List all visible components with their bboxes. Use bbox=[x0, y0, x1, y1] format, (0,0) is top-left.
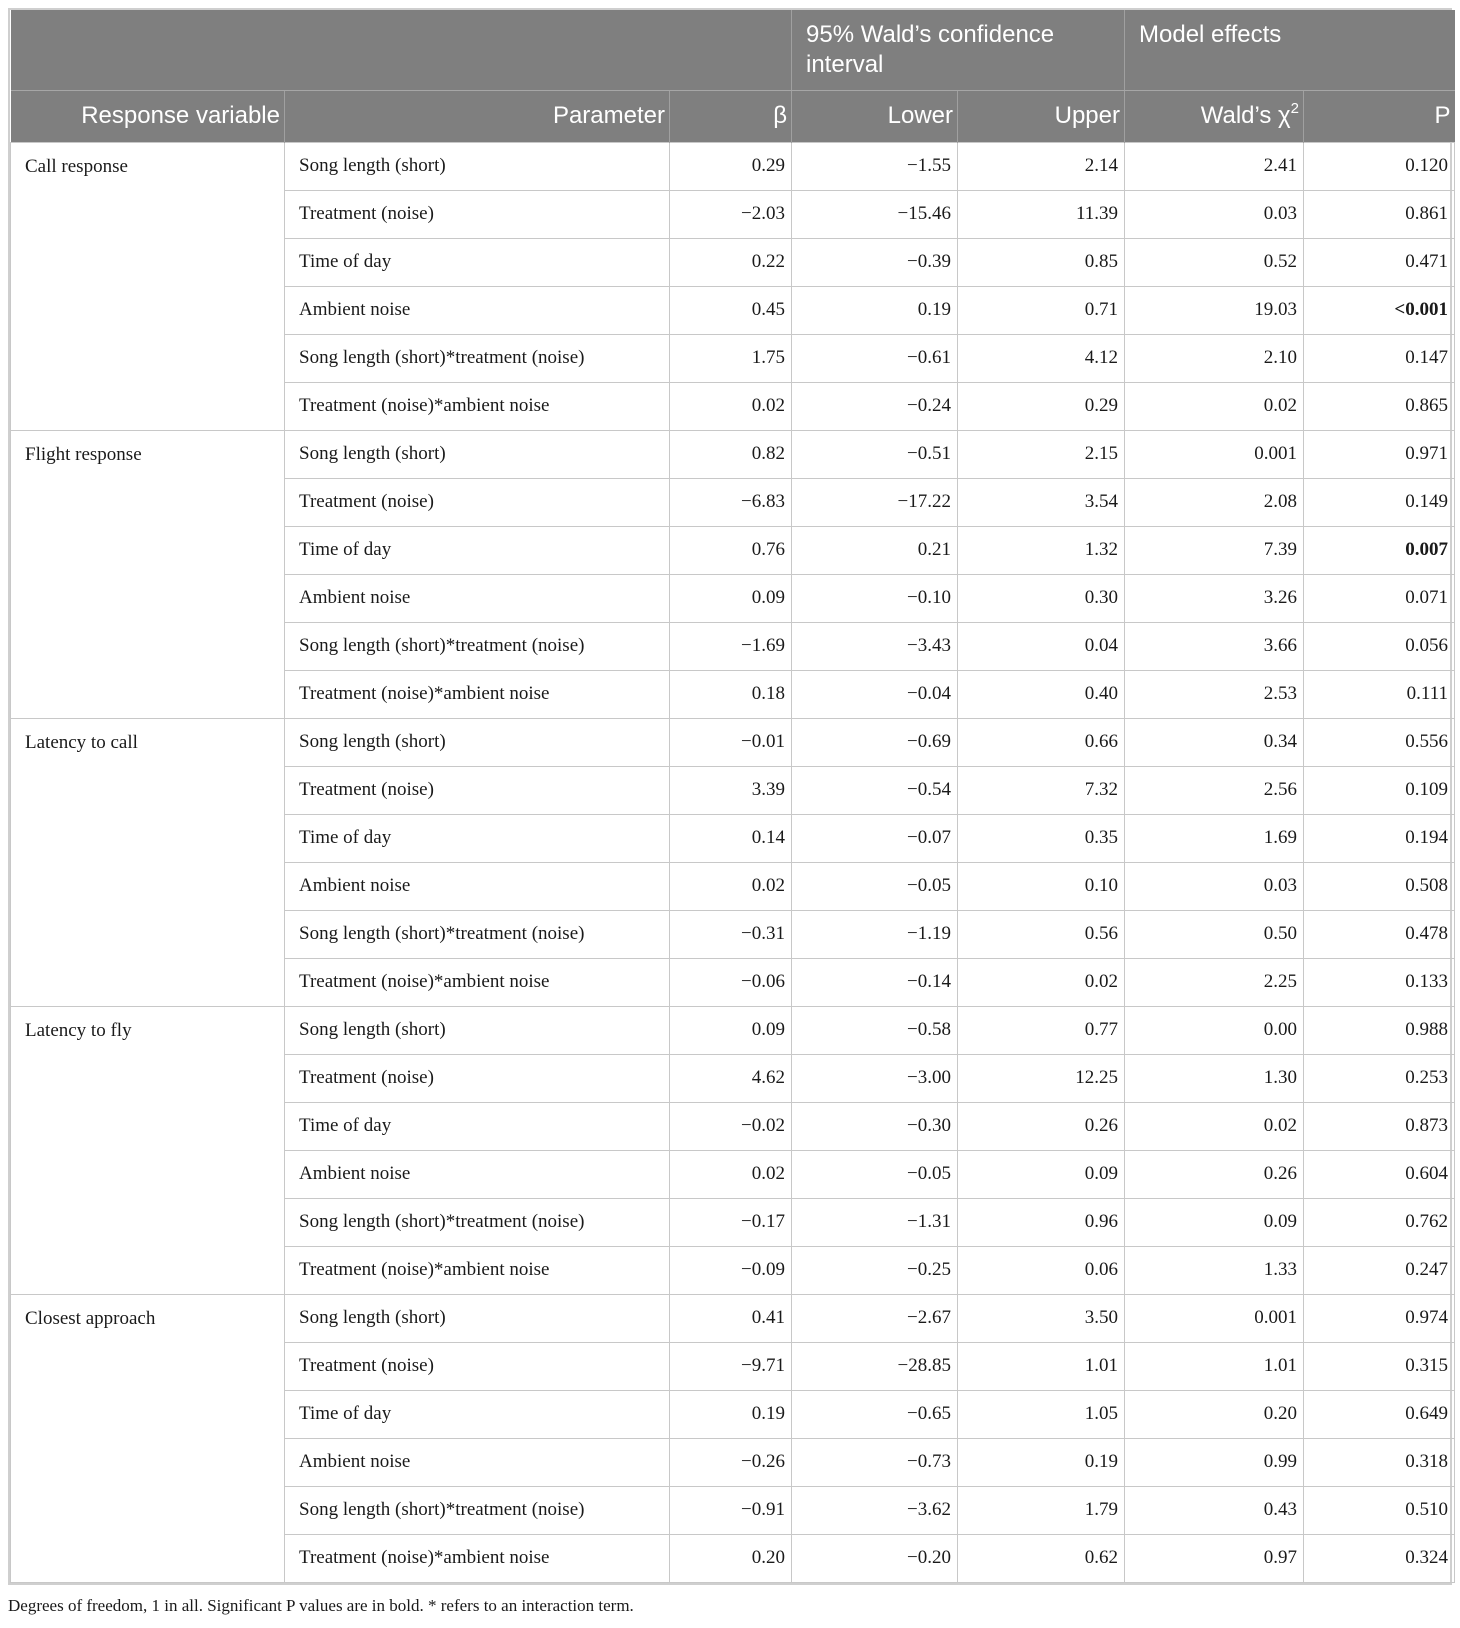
cell-parameter: Ambient noise bbox=[285, 574, 670, 622]
table-row bbox=[11, 718, 1455, 766]
cell-beta: −0.01 bbox=[670, 718, 792, 766]
cell-lower: −28.85 bbox=[792, 1342, 958, 1390]
cell-parameter: Time of day bbox=[285, 1390, 670, 1438]
cell-p-value: 0.865 bbox=[1304, 382, 1455, 430]
table-row bbox=[11, 1006, 1455, 1054]
cell-lower: −15.46 bbox=[792, 190, 958, 238]
cell-upper: 0.06 bbox=[958, 1246, 1125, 1294]
cell-p-value: 0.056 bbox=[1304, 622, 1455, 670]
cell-wald-chi2: 1.01 bbox=[1125, 1342, 1304, 1390]
cell-beta: −0.26 bbox=[670, 1438, 792, 1486]
cell-wald-chi2: 2.56 bbox=[1125, 766, 1304, 814]
cell-beta: 0.45 bbox=[670, 286, 792, 334]
col-lower: Lower bbox=[792, 90, 958, 142]
cell-beta: −0.09 bbox=[670, 1246, 792, 1294]
cell-lower: −0.61 bbox=[792, 334, 958, 382]
cell-lower: −0.39 bbox=[792, 238, 958, 286]
cell-beta: 0.19 bbox=[670, 1390, 792, 1438]
cell-beta: 0.14 bbox=[670, 814, 792, 862]
cell-wald-chi2: 0.50 bbox=[1125, 910, 1304, 958]
cell-p-value: 0.315 bbox=[1304, 1342, 1455, 1390]
cell-wald-chi2: 3.66 bbox=[1125, 622, 1304, 670]
cell-parameter: Song length (short) bbox=[285, 718, 670, 766]
cell-upper: 11.39 bbox=[958, 190, 1125, 238]
cell-lower: 0.21 bbox=[792, 526, 958, 574]
cell-wald-chi2: 0.09 bbox=[1125, 1198, 1304, 1246]
cell-response-variable: Latency to fly bbox=[11, 1006, 285, 1294]
cell-lower: −0.04 bbox=[792, 670, 958, 718]
cell-wald-chi2: 0.02 bbox=[1125, 1102, 1304, 1150]
cell-wald-chi2: 7.39 bbox=[1125, 526, 1304, 574]
cell-p-value: 0.471 bbox=[1304, 238, 1455, 286]
cell-p-value: 0.556 bbox=[1304, 718, 1455, 766]
cell-beta: −0.31 bbox=[670, 910, 792, 958]
cell-wald-chi2: 3.26 bbox=[1125, 574, 1304, 622]
col-upper: Upper bbox=[958, 90, 1125, 142]
cell-beta: 0.41 bbox=[670, 1294, 792, 1342]
cell-lower: −3.62 bbox=[792, 1486, 958, 1534]
cell-beta: 0.82 bbox=[670, 430, 792, 478]
cell-p-value: 0.478 bbox=[1304, 910, 1455, 958]
cell-lower: −1.19 bbox=[792, 910, 958, 958]
cell-upper: 0.66 bbox=[958, 718, 1125, 766]
cell-beta: 0.29 bbox=[670, 142, 792, 190]
cell-parameter: Treatment (noise)*ambient noise bbox=[285, 958, 670, 1006]
cell-p-value: 0.318 bbox=[1304, 1438, 1455, 1486]
cell-response-variable: Latency to call bbox=[11, 718, 285, 1006]
cell-beta: 0.76 bbox=[670, 526, 792, 574]
cell-p-value: 0.109 bbox=[1304, 766, 1455, 814]
cell-response-variable: Call response bbox=[11, 142, 285, 430]
header-blank bbox=[11, 10, 792, 90]
cell-upper: 0.77 bbox=[958, 1006, 1125, 1054]
cell-parameter: Treatment (noise) bbox=[285, 1054, 670, 1102]
wald-label: Wald’s χ bbox=[1200, 102, 1291, 129]
cell-wald-chi2: 2.25 bbox=[1125, 958, 1304, 1006]
cell-upper: 2.14 bbox=[958, 142, 1125, 190]
cell-wald-chi2: 0.34 bbox=[1125, 718, 1304, 766]
header-group-row bbox=[11, 10, 1455, 90]
cell-parameter: Ambient noise bbox=[285, 286, 670, 334]
cell-lower: −0.69 bbox=[792, 718, 958, 766]
cell-response-variable: Closest approach bbox=[11, 1294, 285, 1582]
cell-upper: 0.56 bbox=[958, 910, 1125, 958]
cell-p-value: 0.510 bbox=[1304, 1486, 1455, 1534]
cell-lower: −0.05 bbox=[792, 862, 958, 910]
cell-p-value: <0.001 bbox=[1304, 286, 1455, 334]
cell-beta: 1.75 bbox=[670, 334, 792, 382]
header-ci-group: 95% Wald’s confidence interval bbox=[792, 10, 1125, 90]
cell-beta: −6.83 bbox=[670, 478, 792, 526]
cell-beta: 0.09 bbox=[670, 574, 792, 622]
cell-wald-chi2: 1.69 bbox=[1125, 814, 1304, 862]
cell-beta: 4.62 bbox=[670, 1054, 792, 1102]
cell-lower: −0.65 bbox=[792, 1390, 958, 1438]
cell-lower: −0.05 bbox=[792, 1150, 958, 1198]
col-wald-chi2 bbox=[1125, 90, 1304, 142]
cell-beta: −9.71 bbox=[670, 1342, 792, 1390]
col-beta: β bbox=[670, 90, 792, 142]
cell-lower: −0.10 bbox=[792, 574, 958, 622]
cell-wald-chi2: 0.02 bbox=[1125, 382, 1304, 430]
cell-beta: 3.39 bbox=[670, 766, 792, 814]
cell-wald-chi2: 0.001 bbox=[1125, 430, 1304, 478]
cell-p-value: 0.071 bbox=[1304, 574, 1455, 622]
cell-wald-chi2: 0.26 bbox=[1125, 1150, 1304, 1198]
cell-beta: −1.69 bbox=[670, 622, 792, 670]
cell-p-value: 0.194 bbox=[1304, 814, 1455, 862]
cell-lower: −0.54 bbox=[792, 766, 958, 814]
cell-upper: 2.15 bbox=[958, 430, 1125, 478]
cell-beta: −2.03 bbox=[670, 190, 792, 238]
table-header bbox=[11, 10, 1455, 142]
cell-p-value: 0.861 bbox=[1304, 190, 1455, 238]
col-p: P bbox=[1304, 90, 1455, 142]
cell-lower: −0.24 bbox=[792, 382, 958, 430]
cell-p-value: 0.971 bbox=[1304, 430, 1455, 478]
cell-upper: 0.96 bbox=[958, 1198, 1125, 1246]
cell-beta: −0.06 bbox=[670, 958, 792, 1006]
table-row bbox=[11, 1294, 1455, 1342]
cell-upper: 0.10 bbox=[958, 862, 1125, 910]
cell-p-value: 0.604 bbox=[1304, 1150, 1455, 1198]
cell-upper: 0.04 bbox=[958, 622, 1125, 670]
results-table-frame bbox=[8, 8, 1452, 1585]
cell-parameter: Treatment (noise)*ambient noise bbox=[285, 1534, 670, 1582]
cell-lower: −0.14 bbox=[792, 958, 958, 1006]
cell-wald-chi2: 1.30 bbox=[1125, 1054, 1304, 1102]
cell-parameter: Song length (short) bbox=[285, 142, 670, 190]
table-body bbox=[11, 142, 1455, 1582]
cell-parameter: Song length (short)*treatment (noise) bbox=[285, 622, 670, 670]
cell-parameter: Ambient noise bbox=[285, 1438, 670, 1486]
table-row bbox=[11, 430, 1455, 478]
cell-parameter: Time of day bbox=[285, 814, 670, 862]
cell-parameter: Ambient noise bbox=[285, 862, 670, 910]
cell-beta: −0.02 bbox=[670, 1102, 792, 1150]
cell-lower: −0.20 bbox=[792, 1534, 958, 1582]
cell-wald-chi2: 0.03 bbox=[1125, 190, 1304, 238]
cell-p-value: 0.253 bbox=[1304, 1054, 1455, 1102]
cell-upper: 4.12 bbox=[958, 334, 1125, 382]
cell-parameter: Song length (short)*treatment (noise) bbox=[285, 1198, 670, 1246]
cell-parameter: Song length (short) bbox=[285, 1294, 670, 1342]
cell-lower: −17.22 bbox=[792, 478, 958, 526]
cell-parameter: Time of day bbox=[285, 238, 670, 286]
cell-upper: 0.26 bbox=[958, 1102, 1125, 1150]
cell-parameter: Time of day bbox=[285, 526, 670, 574]
cell-lower: −0.58 bbox=[792, 1006, 958, 1054]
cell-parameter: Treatment (noise) bbox=[285, 1342, 670, 1390]
cell-wald-chi2: 19.03 bbox=[1125, 286, 1304, 334]
cell-upper: 3.54 bbox=[958, 478, 1125, 526]
cell-upper: 0.19 bbox=[958, 1438, 1125, 1486]
cell-upper: 7.32 bbox=[958, 766, 1125, 814]
cell-parameter: Song length (short)*treatment (noise) bbox=[285, 1486, 670, 1534]
cell-upper: 1.79 bbox=[958, 1486, 1125, 1534]
col-response-variable: Response variable bbox=[11, 90, 285, 142]
results-table bbox=[10, 10, 1455, 1583]
cell-wald-chi2: 0.43 bbox=[1125, 1486, 1304, 1534]
cell-beta: −0.91 bbox=[670, 1486, 792, 1534]
table-footnote: Degrees of freedom, 1 in all. Significant P values are in bold. * refers to an interaction term. bbox=[8, 1596, 634, 1615]
cell-upper: 3.50 bbox=[958, 1294, 1125, 1342]
cell-lower: −0.30 bbox=[792, 1102, 958, 1150]
cell-parameter: Song length (short)*treatment (noise) bbox=[285, 334, 670, 382]
cell-lower: −3.43 bbox=[792, 622, 958, 670]
cell-parameter: Treatment (noise) bbox=[285, 190, 670, 238]
cell-parameter: Ambient noise bbox=[285, 1150, 670, 1198]
header-column-row bbox=[11, 90, 1455, 142]
cell-upper: 1.32 bbox=[958, 526, 1125, 574]
wald-superscript: 2 bbox=[1290, 100, 1299, 117]
cell-wald-chi2: 0.03 bbox=[1125, 862, 1304, 910]
cell-parameter: Treatment (noise) bbox=[285, 766, 670, 814]
cell-parameter: Song length (short)*treatment (noise) bbox=[285, 910, 670, 958]
cell-p-value: 0.133 bbox=[1304, 958, 1455, 1006]
cell-upper: 0.62 bbox=[958, 1534, 1125, 1582]
cell-wald-chi2: 2.41 bbox=[1125, 142, 1304, 190]
cell-upper: 0.71 bbox=[958, 286, 1125, 334]
cell-parameter: Time of day bbox=[285, 1102, 670, 1150]
cell-p-value: 0.762 bbox=[1304, 1198, 1455, 1246]
cell-p-value: 0.649 bbox=[1304, 1390, 1455, 1438]
cell-parameter: Song length (short) bbox=[285, 430, 670, 478]
cell-lower: −0.25 bbox=[792, 1246, 958, 1294]
cell-parameter: Treatment (noise)*ambient noise bbox=[285, 670, 670, 718]
cell-upper: 12.25 bbox=[958, 1054, 1125, 1102]
cell-p-value: 0.873 bbox=[1304, 1102, 1455, 1150]
cell-wald-chi2: 0.97 bbox=[1125, 1534, 1304, 1582]
cell-p-value: 0.147 bbox=[1304, 334, 1455, 382]
cell-wald-chi2: 2.08 bbox=[1125, 478, 1304, 526]
cell-lower: −0.51 bbox=[792, 430, 958, 478]
header-model-group: Model effects bbox=[1125, 10, 1455, 90]
cell-lower: −3.00 bbox=[792, 1054, 958, 1102]
cell-wald-chi2: 0.00 bbox=[1125, 1006, 1304, 1054]
cell-wald-chi2: 0.99 bbox=[1125, 1438, 1304, 1486]
cell-upper: 1.01 bbox=[958, 1342, 1125, 1390]
table-row bbox=[11, 142, 1455, 190]
cell-p-value: 0.111 bbox=[1304, 670, 1455, 718]
cell-wald-chi2: 0.52 bbox=[1125, 238, 1304, 286]
cell-beta: 0.02 bbox=[670, 382, 792, 430]
cell-beta: 0.02 bbox=[670, 862, 792, 910]
cell-wald-chi2: 2.53 bbox=[1125, 670, 1304, 718]
cell-upper: 0.35 bbox=[958, 814, 1125, 862]
cell-upper: 0.02 bbox=[958, 958, 1125, 1006]
cell-parameter: Treatment (noise)*ambient noise bbox=[285, 1246, 670, 1294]
cell-beta: −0.17 bbox=[670, 1198, 792, 1246]
cell-p-value: 0.324 bbox=[1304, 1534, 1455, 1582]
cell-lower: −1.31 bbox=[792, 1198, 958, 1246]
cell-beta: 0.02 bbox=[670, 1150, 792, 1198]
cell-lower: −0.73 bbox=[792, 1438, 958, 1486]
cell-lower: −2.67 bbox=[792, 1294, 958, 1342]
col-parameter: Parameter bbox=[285, 90, 670, 142]
cell-p-value: 0.974 bbox=[1304, 1294, 1455, 1342]
cell-upper: 0.09 bbox=[958, 1150, 1125, 1198]
cell-parameter: Song length (short) bbox=[285, 1006, 670, 1054]
cell-p-value: 0.247 bbox=[1304, 1246, 1455, 1294]
cell-p-value: 0.007 bbox=[1304, 526, 1455, 574]
cell-wald-chi2: 1.33 bbox=[1125, 1246, 1304, 1294]
cell-p-value: 0.508 bbox=[1304, 862, 1455, 910]
cell-lower: −1.55 bbox=[792, 142, 958, 190]
cell-upper: 0.30 bbox=[958, 574, 1125, 622]
cell-beta: 0.09 bbox=[670, 1006, 792, 1054]
cell-wald-chi2: 2.10 bbox=[1125, 334, 1304, 382]
cell-p-value: 0.120 bbox=[1304, 142, 1455, 190]
cell-lower: 0.19 bbox=[792, 286, 958, 334]
cell-p-value: 0.988 bbox=[1304, 1006, 1455, 1054]
cell-beta: 0.18 bbox=[670, 670, 792, 718]
cell-wald-chi2: 0.001 bbox=[1125, 1294, 1304, 1342]
cell-beta: 0.22 bbox=[670, 238, 792, 286]
cell-response-variable: Flight response bbox=[11, 430, 285, 718]
cell-upper: 0.29 bbox=[958, 382, 1125, 430]
cell-upper: 0.85 bbox=[958, 238, 1125, 286]
cell-p-value: 0.149 bbox=[1304, 478, 1455, 526]
cell-wald-chi2: 0.20 bbox=[1125, 1390, 1304, 1438]
cell-upper: 0.40 bbox=[958, 670, 1125, 718]
cell-parameter: Treatment (noise) bbox=[285, 478, 670, 526]
cell-upper: 1.05 bbox=[958, 1390, 1125, 1438]
cell-lower: −0.07 bbox=[792, 814, 958, 862]
cell-parameter: Treatment (noise)*ambient noise bbox=[285, 382, 670, 430]
cell-beta: 0.20 bbox=[670, 1534, 792, 1582]
